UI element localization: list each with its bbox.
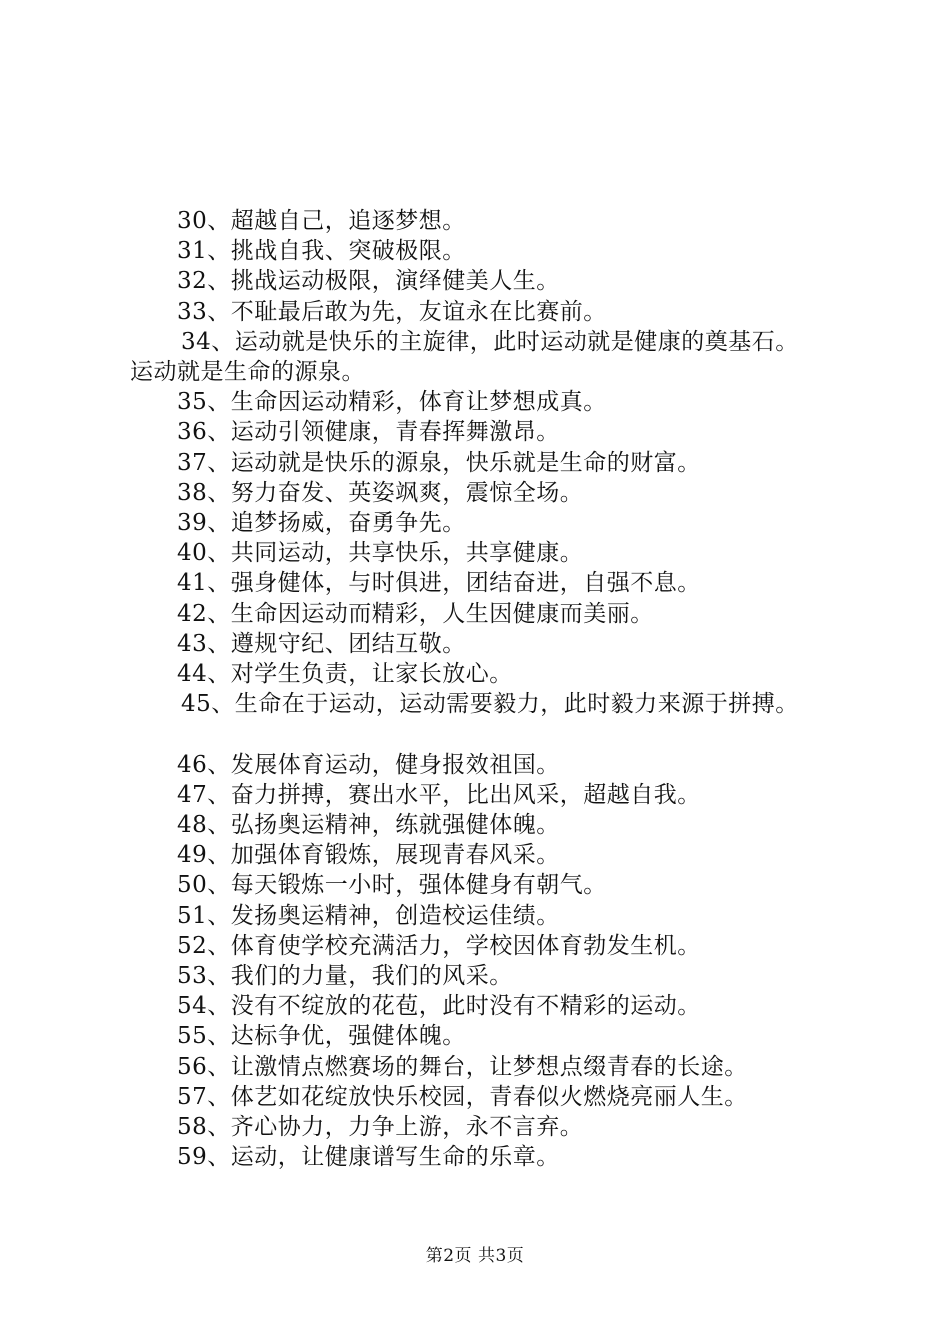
list-item: 34、运动就是快乐的主旋律，此时运动就是健康的奠基石。 <box>181 328 799 355</box>
list-item: 40、共同运动，共享快乐，共享健康。 <box>177 540 584 567</box>
list-item: 30、超越自己，追逐梦想。 <box>177 208 466 234</box>
list-item: 56、让激情点燃赛场的舞台，让梦想点缀青春的长途。 <box>177 1053 748 1080</box>
list-item: 48、弘扬奥运精神，练就强健体魄。 <box>177 812 560 839</box>
list-item: 35、生命因运动精彩，体育让梦想成真。 <box>177 389 607 416</box>
list-item: 39、追梦扬威，奋勇争先。 <box>177 510 466 537</box>
list-item: 52、体育使学校充满活力，学校因体育勃发生机。 <box>177 932 701 959</box>
list-item: 32、挑战运动极限，演绎健美人生。 <box>177 268 560 295</box>
list-item: 47、奋力拼搏，赛出水平，比出风采，超越自我。 <box>177 781 701 808</box>
list-item: 46、发展体育运动，健身报效祖国。 <box>177 751 560 778</box>
page-footer: 第2页 共3页 <box>425 1246 525 1266</box>
list-item: 42、生命因运动而精彩，人生因健康而美丽。 <box>177 600 654 627</box>
list-item: 41、强身健体，与时俱进，团结奋进，自强不息。 <box>177 570 701 597</box>
list-item: 37、运动就是快乐的源泉，快乐就是生命的财富。 <box>177 449 701 476</box>
paragraph-spacer <box>130 719 890 749</box>
list-item: 57、体艺如花绽放快乐校园，青春似火燃烧亮丽人生。 <box>177 1083 748 1110</box>
list-item: 36、运动引领健康，青春挥舞激昂。 <box>177 419 560 446</box>
list-item-continuation: 运动就是生命的源泉。 <box>130 359 365 386</box>
list-item: 55、达标争优，强健体魄。 <box>177 1023 466 1050</box>
list-item: 49、加强体育锻炼，展现青春风采。 <box>177 842 560 869</box>
list-item: 31、挑战自我、突破极限。 <box>177 238 466 265</box>
list-item: 54、没有不绽放的花苞，此时没有不精彩的运动。 <box>177 993 701 1020</box>
list-item: 45、生命在于运动，运动需要毅力，此时毅力来源于拼搏。 <box>181 691 799 718</box>
list-item: 50、每天锻炼一小时，强体健身有朝气。 <box>177 872 607 899</box>
list-item: 58、齐心协力，力争上游，永不言弃。 <box>177 1114 584 1141</box>
list-item: 51、发扬奥运精神，创造校运佳绩。 <box>177 902 560 929</box>
list-item: 53、我们的力量，我们的风采。 <box>177 963 513 990</box>
list-item: 33、不耻最后敢为先，友谊永在比赛前。 <box>177 298 607 325</box>
list-item: 44、对学生负责，让家长放心。 <box>177 661 513 688</box>
list-item: 38、努力奋发、英姿飒爽，震惊全场。 <box>177 479 584 506</box>
list-item: 43、遵规守纪、团结互敬。 <box>177 630 466 657</box>
list-item: 59、运动，让健康谱写生命的乐章。 <box>177 1144 560 1171</box>
document-body <box>130 206 890 1172</box>
